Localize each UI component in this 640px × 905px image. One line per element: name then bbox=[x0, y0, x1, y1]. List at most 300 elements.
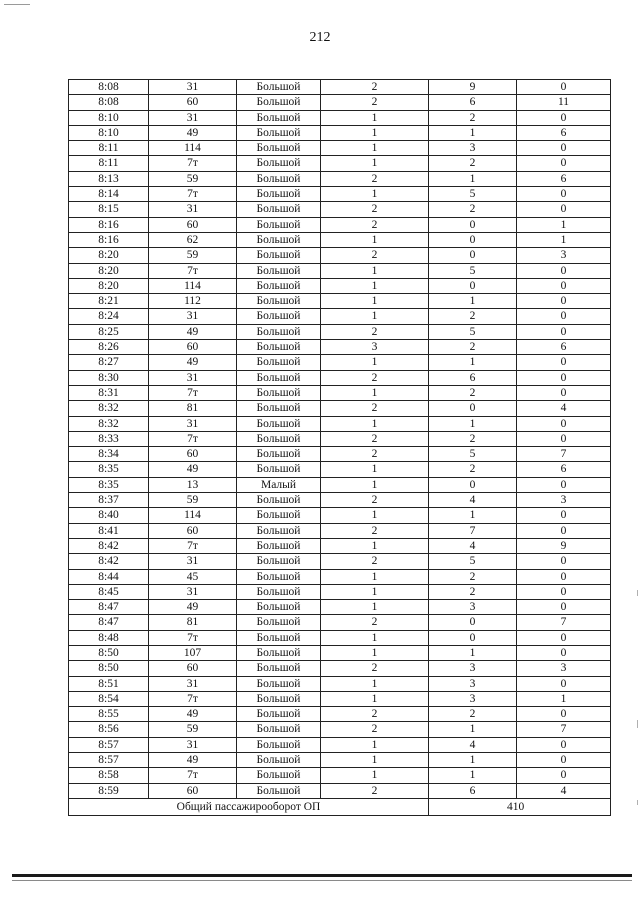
table-cell-col_a: 2 bbox=[321, 722, 429, 737]
table-cell-col_b: 0 bbox=[429, 615, 517, 630]
table-cell-col_c: 0 bbox=[517, 707, 611, 722]
table-cell-time: 8:41 bbox=[69, 523, 149, 538]
table-cell-route: 49 bbox=[149, 125, 237, 140]
table-cell-col_a: 1 bbox=[321, 263, 429, 278]
table-cell-col_c: 0 bbox=[517, 753, 611, 768]
table-row bbox=[69, 630, 611, 645]
table-cell-col_c: 7 bbox=[517, 447, 611, 462]
table-cell-col_b: 2 bbox=[429, 340, 517, 355]
table-cell-time: 8:16 bbox=[69, 217, 149, 232]
table-cell-time: 8:50 bbox=[69, 661, 149, 676]
table-cell-col_c: 7 bbox=[517, 722, 611, 737]
table-cell-col_c: 0 bbox=[517, 600, 611, 615]
table-cell-col_b: 5 bbox=[429, 554, 517, 569]
table-cell-route: 7т bbox=[149, 187, 237, 202]
table-cell-route: 81 bbox=[149, 401, 237, 416]
table-cell-col_b: 2 bbox=[429, 462, 517, 477]
table-cell-time: 8:55 bbox=[69, 707, 149, 722]
table-row bbox=[69, 691, 611, 706]
table-row bbox=[69, 676, 611, 691]
table-body bbox=[69, 80, 611, 816]
table-cell-col_c: 4 bbox=[517, 783, 611, 798]
table-cell-size: Большой bbox=[237, 232, 321, 247]
table-cell-time: 8:42 bbox=[69, 554, 149, 569]
table-row bbox=[69, 462, 611, 477]
table-cell-route: 112 bbox=[149, 294, 237, 309]
table-cell-time: 8:42 bbox=[69, 538, 149, 553]
table-cell-col_c: 0 bbox=[517, 676, 611, 691]
table-cell-size: Большой bbox=[237, 110, 321, 125]
table-cell-size: Большой bbox=[237, 95, 321, 110]
table-cell-time: 8:47 bbox=[69, 600, 149, 615]
table-row bbox=[69, 202, 611, 217]
table-cell-time: 8:35 bbox=[69, 477, 149, 492]
table-row bbox=[69, 401, 611, 416]
table-cell-size: Большой bbox=[237, 600, 321, 615]
table-cell-time: 8:25 bbox=[69, 324, 149, 339]
table-cell-col_c: 0 bbox=[517, 309, 611, 324]
table-cell-size: Большой bbox=[237, 722, 321, 737]
table-cell-col_c: 7 bbox=[517, 615, 611, 630]
table-cell-size: Большой bbox=[237, 416, 321, 431]
table-cell-col_c: 0 bbox=[517, 324, 611, 339]
page-number: 212 bbox=[309, 30, 331, 45]
table-cell-size: Большой bbox=[237, 401, 321, 416]
table-cell-col_a: 2 bbox=[321, 447, 429, 462]
table-cell-col_b: 1 bbox=[429, 753, 517, 768]
table-cell-time: 8:14 bbox=[69, 187, 149, 202]
table-cell-time: 8:51 bbox=[69, 676, 149, 691]
table-cell-col_b: 0 bbox=[429, 248, 517, 263]
table-cell-col_b: 3 bbox=[429, 141, 517, 156]
table-cell-time: 8:30 bbox=[69, 370, 149, 385]
table-cell-col_c: 11 bbox=[517, 95, 611, 110]
table-cell-col_c: 3 bbox=[517, 493, 611, 508]
table-cell-col_c: 6 bbox=[517, 340, 611, 355]
table-cell-col_a: 1 bbox=[321, 538, 429, 553]
table-cell-time: 8:37 bbox=[69, 493, 149, 508]
table-cell-col_a: 1 bbox=[321, 278, 429, 293]
table-cell-route: 7т bbox=[149, 630, 237, 645]
table-row bbox=[69, 156, 611, 171]
table-cell-size: Большой bbox=[237, 171, 321, 186]
table-cell-route: 31 bbox=[149, 202, 237, 217]
table-cell-col_a: 1 bbox=[321, 355, 429, 370]
table-row bbox=[69, 309, 611, 324]
table-cell-col_b: 3 bbox=[429, 676, 517, 691]
table-cell-time: 8:54 bbox=[69, 691, 149, 706]
table-row bbox=[69, 783, 611, 798]
table-row bbox=[69, 538, 611, 553]
table-cell-size: Большой bbox=[237, 676, 321, 691]
table-cell-route: 31 bbox=[149, 554, 237, 569]
table-cell-route: 60 bbox=[149, 95, 237, 110]
table-cell-time: 8:40 bbox=[69, 508, 149, 523]
table-row bbox=[69, 217, 611, 232]
table-cell-time: 8:16 bbox=[69, 232, 149, 247]
table-cell-size: Большой bbox=[237, 615, 321, 630]
table-cell-col_b: 6 bbox=[429, 783, 517, 798]
table-cell-col_c: 6 bbox=[517, 125, 611, 140]
table-cell-size: Большой bbox=[237, 462, 321, 477]
scan-artifact bbox=[637, 590, 638, 596]
table-cell-size: Большой bbox=[237, 783, 321, 798]
table-cell-col_c: 0 bbox=[517, 523, 611, 538]
total-value: 410 bbox=[429, 798, 611, 815]
table-cell-route: 49 bbox=[149, 462, 237, 477]
table-cell-col_a: 2 bbox=[321, 401, 429, 416]
table-cell-size: Большой bbox=[237, 217, 321, 232]
table-cell-col_c: 0 bbox=[517, 263, 611, 278]
table-cell-col_a: 2 bbox=[321, 661, 429, 676]
table-cell-col_a: 1 bbox=[321, 156, 429, 171]
table-cell-col_a: 1 bbox=[321, 600, 429, 615]
table-row bbox=[69, 600, 611, 615]
table-cell-col_b: 0 bbox=[429, 477, 517, 492]
table-cell-col_b: 1 bbox=[429, 355, 517, 370]
table-cell-size: Большой bbox=[237, 187, 321, 202]
table-cell-col_c: 0 bbox=[517, 737, 611, 752]
table-row bbox=[69, 370, 611, 385]
table-cell-time: 8:20 bbox=[69, 248, 149, 263]
table-cell-size: Большой bbox=[237, 370, 321, 385]
table-cell-size: Большой bbox=[237, 141, 321, 156]
table-cell-col_b: 5 bbox=[429, 447, 517, 462]
table-cell-col_a: 1 bbox=[321, 508, 429, 523]
table-cell-col_b: 9 bbox=[429, 80, 517, 95]
table-cell-col_c: 0 bbox=[517, 156, 611, 171]
table-cell-col_a: 2 bbox=[321, 217, 429, 232]
table-row bbox=[69, 615, 611, 630]
table-row bbox=[69, 416, 611, 431]
table-cell-size: Большой bbox=[237, 661, 321, 676]
table-cell-col_a: 1 bbox=[321, 385, 429, 400]
table-cell-route: 31 bbox=[149, 737, 237, 752]
table-row bbox=[69, 187, 611, 202]
table-cell-route: 107 bbox=[149, 645, 237, 660]
table-cell-col_a: 2 bbox=[321, 95, 429, 110]
table-cell-route: 49 bbox=[149, 600, 237, 615]
table-row bbox=[69, 80, 611, 95]
table-cell-time: 8:57 bbox=[69, 753, 149, 768]
table-cell-time: 8:24 bbox=[69, 309, 149, 324]
table-cell-route: 59 bbox=[149, 171, 237, 186]
table-cell-col_a: 1 bbox=[321, 309, 429, 324]
bottom-rule-faint bbox=[12, 880, 632, 881]
table-cell-col_c: 0 bbox=[517, 645, 611, 660]
table-cell-route: 49 bbox=[149, 707, 237, 722]
table-row bbox=[69, 477, 611, 492]
scan-artifact bbox=[637, 720, 638, 728]
table-cell-col_a: 1 bbox=[321, 187, 429, 202]
table-cell-time: 8:08 bbox=[69, 80, 149, 95]
table-cell-route: 60 bbox=[149, 447, 237, 462]
table-cell-col_a: 1 bbox=[321, 416, 429, 431]
table-cell-size: Большой bbox=[237, 691, 321, 706]
table-cell-time: 8:32 bbox=[69, 401, 149, 416]
table-cell-col_b: 1 bbox=[429, 125, 517, 140]
table-cell-route: 31 bbox=[149, 676, 237, 691]
table-cell-col_b: 6 bbox=[429, 370, 517, 385]
table-cell-route: 114 bbox=[149, 141, 237, 156]
table-cell-route: 49 bbox=[149, 324, 237, 339]
table-cell-col_a: 2 bbox=[321, 554, 429, 569]
table-cell-col_a: 2 bbox=[321, 523, 429, 538]
table-cell-col_b: 4 bbox=[429, 493, 517, 508]
table-cell-col_b: 2 bbox=[429, 569, 517, 584]
table-cell-col_c: 0 bbox=[517, 278, 611, 293]
table-cell-size: Большой bbox=[237, 355, 321, 370]
table-row bbox=[69, 248, 611, 263]
table-cell-route: 31 bbox=[149, 416, 237, 431]
table-cell-size: Большой bbox=[237, 630, 321, 645]
table-cell-route: 60 bbox=[149, 523, 237, 538]
table-cell-col_a: 2 bbox=[321, 493, 429, 508]
table-cell-col_b: 6 bbox=[429, 95, 517, 110]
table-cell-col_a: 1 bbox=[321, 125, 429, 140]
scan-artifact bbox=[4, 4, 30, 5]
table-cell-col_b: 1 bbox=[429, 768, 517, 783]
table-cell-size: Большой bbox=[237, 493, 321, 508]
table-cell-route: 7т bbox=[149, 431, 237, 446]
table-cell-size: Большой bbox=[237, 753, 321, 768]
table-cell-col_c: 0 bbox=[517, 370, 611, 385]
total-label: Общий пассажирооборот ОП bbox=[69, 798, 429, 815]
table-cell-col_b: 3 bbox=[429, 691, 517, 706]
table-row bbox=[69, 95, 611, 110]
table-cell-col_a: 2 bbox=[321, 783, 429, 798]
table-cell-col_a: 2 bbox=[321, 431, 429, 446]
table-cell-col_c: 0 bbox=[517, 385, 611, 400]
table-cell-col_b: 0 bbox=[429, 630, 517, 645]
table-cell-col_a: 1 bbox=[321, 141, 429, 156]
table-cell-time: 8:10 bbox=[69, 125, 149, 140]
table-cell-col_c: 6 bbox=[517, 171, 611, 186]
table-cell-route: 13 bbox=[149, 477, 237, 492]
table-cell-time: 8:48 bbox=[69, 630, 149, 645]
table-cell-size: Большой bbox=[237, 309, 321, 324]
table-cell-col_a: 2 bbox=[321, 370, 429, 385]
total-row bbox=[69, 798, 611, 815]
table-cell-route: 114 bbox=[149, 508, 237, 523]
table-cell-col_c: 1 bbox=[517, 232, 611, 247]
table-row bbox=[69, 554, 611, 569]
table-cell-size: Большой bbox=[237, 554, 321, 569]
table-cell-col_a: 1 bbox=[321, 232, 429, 247]
table-cell-col_a: 2 bbox=[321, 707, 429, 722]
table-cell-col_a: 1 bbox=[321, 584, 429, 599]
table-cell-col_c: 0 bbox=[517, 554, 611, 569]
table-cell-route: 45 bbox=[149, 569, 237, 584]
table-cell-route: 31 bbox=[149, 80, 237, 95]
table-row bbox=[69, 385, 611, 400]
table-cell-col_b: 0 bbox=[429, 217, 517, 232]
table-cell-col_b: 2 bbox=[429, 584, 517, 599]
table-cell-col_c: 1 bbox=[517, 691, 611, 706]
table-cell-route: 62 bbox=[149, 232, 237, 247]
table-row bbox=[69, 722, 611, 737]
table-cell-size: Большой bbox=[237, 80, 321, 95]
table-cell-col_b: 2 bbox=[429, 202, 517, 217]
table-cell-size: Большой bbox=[237, 156, 321, 171]
table-cell-time: 8:10 bbox=[69, 110, 149, 125]
table-cell-route: 60 bbox=[149, 661, 237, 676]
table-cell-size: Большой bbox=[237, 385, 321, 400]
table-cell-time: 8:20 bbox=[69, 263, 149, 278]
table-cell-col_c: 0 bbox=[517, 584, 611, 599]
table-cell-route: 7т bbox=[149, 263, 237, 278]
table-cell-col_c: 0 bbox=[517, 508, 611, 523]
table-cell-size: Большой bbox=[237, 737, 321, 752]
table-cell-route: 59 bbox=[149, 493, 237, 508]
table-cell-size: Большой bbox=[237, 569, 321, 584]
table-cell-col_b: 1 bbox=[429, 171, 517, 186]
table-cell-col_a: 1 bbox=[321, 110, 429, 125]
table-cell-route: 7т bbox=[149, 538, 237, 553]
table-cell-col_a: 1 bbox=[321, 691, 429, 706]
table-cell-col_b: 0 bbox=[429, 278, 517, 293]
table-row bbox=[69, 768, 611, 783]
table-cell-time: 8:47 bbox=[69, 615, 149, 630]
table-cell-time: 8:57 bbox=[69, 737, 149, 752]
table-cell-col_a: 2 bbox=[321, 202, 429, 217]
table-row bbox=[69, 661, 611, 676]
scan-artifact bbox=[637, 800, 638, 805]
table-cell-col_b: 3 bbox=[429, 600, 517, 615]
table-cell-route: 31 bbox=[149, 370, 237, 385]
table-cell-time: 8:11 bbox=[69, 156, 149, 171]
table-cell-col_c: 0 bbox=[517, 141, 611, 156]
table-cell-time: 8:11 bbox=[69, 141, 149, 156]
table-row bbox=[69, 737, 611, 752]
table-cell-col_b: 5 bbox=[429, 187, 517, 202]
table-cell-col_c: 0 bbox=[517, 416, 611, 431]
table-cell-time: 8:31 bbox=[69, 385, 149, 400]
table-cell-col_a: 1 bbox=[321, 676, 429, 691]
table-row bbox=[69, 707, 611, 722]
table-row bbox=[69, 125, 611, 140]
table-cell-col_c: 0 bbox=[517, 477, 611, 492]
table-cell-size: Большой bbox=[237, 523, 321, 538]
table-cell-route: 59 bbox=[149, 722, 237, 737]
table-cell-time: 8:21 bbox=[69, 294, 149, 309]
table-cell-col_c: 0 bbox=[517, 187, 611, 202]
table-row bbox=[69, 355, 611, 370]
bottom-rule bbox=[12, 874, 632, 877]
table-cell-col_b: 2 bbox=[429, 110, 517, 125]
table-cell-route: 81 bbox=[149, 615, 237, 630]
table-cell-time: 8:26 bbox=[69, 340, 149, 355]
table-cell-col_a: 1 bbox=[321, 645, 429, 660]
table-cell-col_b: 2 bbox=[429, 707, 517, 722]
table-cell-size: Большой bbox=[237, 294, 321, 309]
table-cell-route: 31 bbox=[149, 584, 237, 599]
table-cell-col_b: 0 bbox=[429, 401, 517, 416]
table-cell-col_a: 2 bbox=[321, 80, 429, 95]
table-cell-col_b: 2 bbox=[429, 309, 517, 324]
table-cell-size: Большой bbox=[237, 768, 321, 783]
table-cell-time: 8:35 bbox=[69, 462, 149, 477]
table-cell-col_b: 7 bbox=[429, 523, 517, 538]
table-cell-time: 8:33 bbox=[69, 431, 149, 446]
table-cell-route: 49 bbox=[149, 753, 237, 768]
table-row bbox=[69, 645, 611, 660]
table-cell-col_a: 1 bbox=[321, 737, 429, 752]
table-cell-route: 31 bbox=[149, 309, 237, 324]
table-cell-col_a: 1 bbox=[321, 294, 429, 309]
table-cell-route: 31 bbox=[149, 110, 237, 125]
table-cell-col_c: 6 bbox=[517, 462, 611, 477]
table-cell-size: Большой bbox=[237, 584, 321, 599]
table-row bbox=[69, 324, 611, 339]
table-cell-size: Большой bbox=[237, 707, 321, 722]
table-cell-size: Большой bbox=[237, 447, 321, 462]
table-row bbox=[69, 294, 611, 309]
table-cell-col_c: 0 bbox=[517, 431, 611, 446]
table-cell-col_c: 0 bbox=[517, 630, 611, 645]
table-cell-col_b: 1 bbox=[429, 508, 517, 523]
table-cell-col_a: 1 bbox=[321, 569, 429, 584]
table-cell-time: 8:50 bbox=[69, 645, 149, 660]
table-cell-col_b: 5 bbox=[429, 263, 517, 278]
table-row bbox=[69, 508, 611, 523]
table-cell-time: 8:27 bbox=[69, 355, 149, 370]
table-cell-col_a: 3 bbox=[321, 340, 429, 355]
table-cell-route: 114 bbox=[149, 278, 237, 293]
table-cell-col_b: 2 bbox=[429, 385, 517, 400]
table-cell-time: 8:13 bbox=[69, 171, 149, 186]
table-cell-col_b: 1 bbox=[429, 416, 517, 431]
table-cell-col_c: 0 bbox=[517, 202, 611, 217]
table-cell-size: Большой bbox=[237, 508, 321, 523]
table-cell-size: Большой bbox=[237, 278, 321, 293]
table-cell-col_a: 1 bbox=[321, 477, 429, 492]
table-cell-col_a: 1 bbox=[321, 462, 429, 477]
table-cell-size: Большой bbox=[237, 202, 321, 217]
table-cell-col_a: 1 bbox=[321, 630, 429, 645]
table-cell-col_c: 0 bbox=[517, 768, 611, 783]
table-cell-col_b: 1 bbox=[429, 294, 517, 309]
table-cell-route: 60 bbox=[149, 783, 237, 798]
table-cell-route: 60 bbox=[149, 217, 237, 232]
table-cell-col_c: 3 bbox=[517, 661, 611, 676]
table-row bbox=[69, 110, 611, 125]
table-cell-size: Большой bbox=[237, 125, 321, 140]
table-row bbox=[69, 171, 611, 186]
table-cell-col_b: 4 bbox=[429, 737, 517, 752]
table-row bbox=[69, 232, 611, 247]
table-cell-col_c: 9 bbox=[517, 538, 611, 553]
table-cell-time: 8:44 bbox=[69, 569, 149, 584]
table-row bbox=[69, 431, 611, 446]
table-cell-col_c: 0 bbox=[517, 80, 611, 95]
table-cell-col_c: 0 bbox=[517, 294, 611, 309]
table-cell-time: 8:08 bbox=[69, 95, 149, 110]
table-row bbox=[69, 753, 611, 768]
table-cell-col_a: 2 bbox=[321, 324, 429, 339]
table-cell-route: 59 bbox=[149, 248, 237, 263]
table-cell-route: 60 bbox=[149, 340, 237, 355]
table-row bbox=[69, 263, 611, 278]
table-cell-col_a: 2 bbox=[321, 171, 429, 186]
table-cell-col_c: 0 bbox=[517, 110, 611, 125]
table-cell-col_c: 3 bbox=[517, 248, 611, 263]
table-cell-time: 8:32 bbox=[69, 416, 149, 431]
table-row bbox=[69, 584, 611, 599]
table-cell-col_b: 2 bbox=[429, 156, 517, 171]
table-cell-col_a: 1 bbox=[321, 753, 429, 768]
table-cell-size: Большой bbox=[237, 538, 321, 553]
